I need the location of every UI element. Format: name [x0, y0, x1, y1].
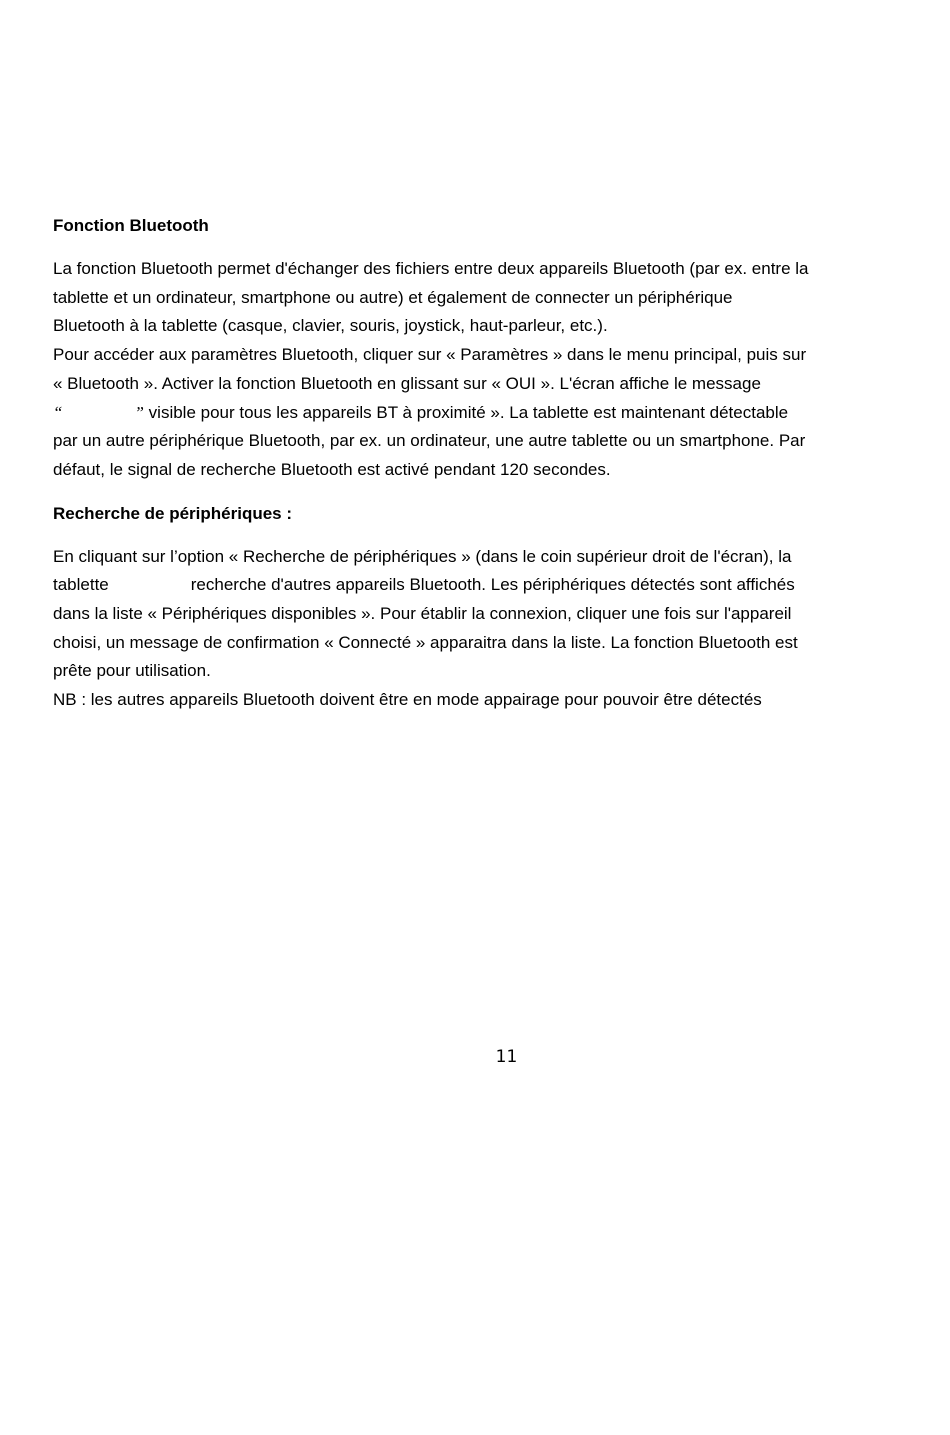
- spacer: [53, 485, 903, 500]
- section-heading-bluetooth: Fonction Bluetooth: [53, 216, 209, 235]
- text-line: tablette et un ordinateur, smartphone ou autre) et également de connecter un périphérique: [53, 287, 733, 307]
- text-line: par un autre périphérique Bluetooth, par ex. un ordinateur, une autre tablette ou un smartphone. Par: [53, 431, 806, 451]
- close-quote: ”: [134, 402, 144, 422]
- page-content: [53, 212, 903, 715]
- text-line: dans la liste « Périphériques disponibles ». Pour établir la connexion, cliquer une fois sur l'appareil: [53, 604, 792, 624]
- section-heading-device-search: Recherche de périphériques :: [53, 503, 293, 523]
- text-line: choisi, un message de confirmation « Connecté » apparaitra dans la liste. La fonction Bluetooth est: [53, 632, 798, 652]
- text-line: prête pour utilisation.: [53, 661, 211, 681]
- text-segment: visible pour tous les appareils BT à proximité ». La tablette est maintenant détectable: [143, 402, 789, 422]
- text-segment: recherche d'autres appareils Bluetooth. Les périphériques détectés sont affichés: [190, 575, 795, 595]
- text-segment: tablette: [53, 575, 109, 595]
- paragraph-bluetooth-intro: [53, 255, 903, 485]
- text-line: Bluetooth à la tablette (casque, clavier, souris, joystick, haut-parleur, etc.).: [53, 316, 608, 336]
- text-line-with-quote: [53, 399, 903, 428]
- text-line: défaut, le signal de recherche Bluetooth est activé pendant 120 secondes.: [53, 459, 611, 479]
- text-line: En cliquant sur l’option « Recherche de périphériques » (dans le coin supérieur droit de l'écran), la: [53, 546, 792, 566]
- text-line-with-gap: [53, 571, 903, 600]
- text-line: NB : les autres appareils Bluetooth doivent être en mode appairage pour pouvoir être détectés: [53, 690, 762, 710]
- open-quote: “: [53, 402, 63, 422]
- text-line: Pour accéder aux paramètres Bluetooth, cliquer sur « Paramètres » dans le menu principal, puis sur: [53, 345, 807, 365]
- spacer: [53, 240, 903, 255]
- paragraph-device-search: [53, 543, 903, 715]
- spacer: [53, 528, 903, 543]
- page-number: 11: [495, 1047, 518, 1067]
- text-line: La fonction Bluetooth permet d'échanger des fichiers entre deux appareils Bluetooth (par ex. entre la: [53, 259, 809, 278]
- text-line: « Bluetooth ». Activer la fonction Bluetooth en glissant sur « OUI ». L'écran affiche le message: [53, 373, 761, 393]
